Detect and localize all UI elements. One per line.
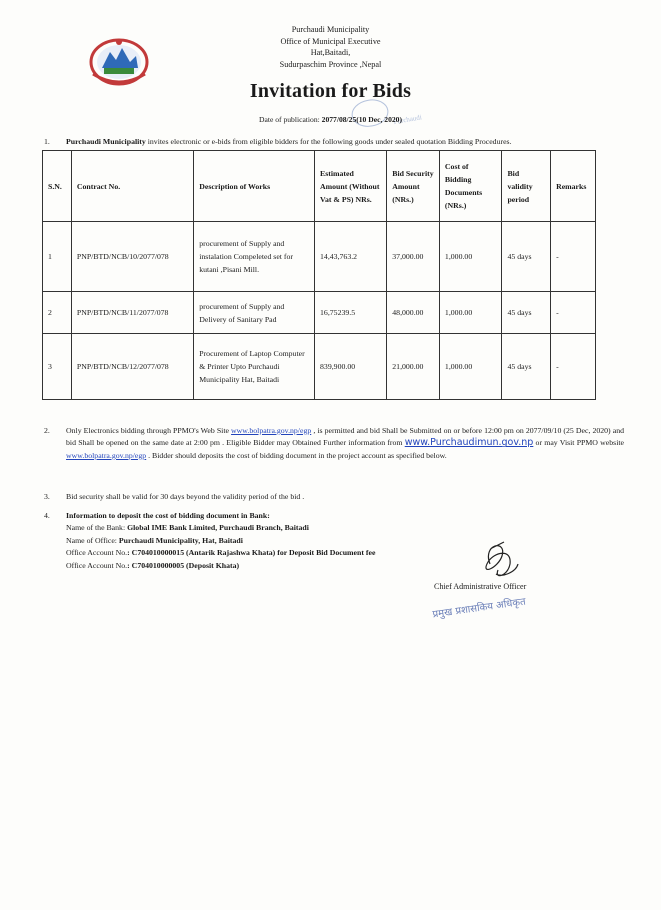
bid-security-paragraph: [44, 491, 624, 503]
header-contract: Contract No.: [71, 151, 193, 222]
cell-estimated: 16,75239.5: [315, 292, 387, 334]
submission-text-part: or may Visit PPMO website: [533, 438, 624, 448]
cell-security: 21,000.00: [387, 334, 440, 400]
header-description: Description of Works: [194, 151, 315, 222]
cell-sn: 2: [43, 292, 72, 334]
account2-value: : C704010000005 (Deposit Khata): [127, 560, 240, 570]
cell-remarks: -: [551, 222, 596, 292]
org-name: Purchaudi Municipality: [66, 137, 146, 146]
cell-sn: 1: [43, 222, 72, 292]
publication-label: Date of publication:: [259, 115, 320, 124]
bid-security-text: Bid security shall be valid for 30 days beyond the validity period of the bid .: [66, 492, 305, 501]
letterhead: [0, 24, 661, 70]
page-title: Invitation for Bids: [249, 80, 412, 102]
submission-text-part: . Bidder should deposits the cost of bidding document in the project account as specified below.: [146, 450, 447, 460]
cell-cost: 1,000.00: [439, 222, 502, 292]
signature-icon: [432, 534, 552, 584]
devanagari-stamp: प्रमुख प्रशासकिय अधिकृत: [431, 596, 527, 621]
cell-cost: 1,000.00: [439, 292, 502, 334]
item-number: 2.: [44, 426, 50, 435]
item-number: 4.: [44, 511, 50, 520]
table-row: [43, 292, 596, 334]
header-security: Bid Security Amount (NRs.): [387, 151, 440, 222]
publication-date: [0, 113, 661, 127]
bank-info-heading: Information to deposit the cost of bidding document in Bank:: [66, 511, 270, 520]
province-name: Sudurpaschim Province ,Nepal: [279, 59, 382, 69]
publication-value: 2077/08/25(10 Dec, 2020): [321, 115, 402, 124]
cell-validity: 45 days: [502, 292, 551, 334]
account1-value: : C704010000015 (Antarik Rajashwa Khata) for Deposit Bid Document fee: [127, 548, 376, 558]
office-address: Hat,Baitadi,: [310, 48, 351, 57]
invitation-text: invites electronic or e-bids from eligible bidders for the following goods under sealed quotation Bidding Procedures.: [145, 137, 512, 146]
cell-estimated: 839,900.00: [315, 334, 387, 400]
header-estimated: Estimated Amount (Without Vat & PS) NRs.: [315, 151, 387, 222]
cell-validity: 45 days: [502, 334, 551, 400]
municipality-website-link[interactable]: www.Purchaudimun.gov.np: [404, 437, 534, 449]
submission-text: [44, 425, 624, 462]
account1-label: Office Account No.: [66, 548, 128, 558]
cell-remarks: -: [551, 334, 596, 400]
office-name: Office of Municipal Executive: [280, 36, 381, 46]
bolpatra-link[interactable]: www.bolpatra.gov.np/egp: [231, 426, 312, 435]
table-row: [43, 334, 596, 400]
stamp-text: Purchaudi: [392, 113, 423, 127]
cell-validity: 45 days: [502, 222, 551, 292]
cell-cost: 1,000.00: [439, 334, 502, 400]
cell-security: 37,000.00: [387, 222, 440, 292]
submission-text-part: Only Electronics bidding through PPMO's Web Site: [66, 426, 232, 435]
header-validity: Bid validity period: [502, 151, 551, 222]
cell-description: procurement of Supply and instalation Compeleted set for kutani ,Pisani Mill.: [194, 222, 315, 292]
cell-contract: PNP/BTD/NCB/10/2077/078: [71, 222, 193, 292]
cell-contract: PNP/BTD/NCB/12/2077/078: [71, 334, 193, 400]
cell-sn: 3: [43, 334, 72, 400]
office-label: Name of Office:: [66, 535, 119, 545]
header-remarks: Remarks: [551, 151, 596, 222]
cell-description: procurement of Supply and Delivery of Sanitary Pad: [194, 292, 315, 334]
chief-admin-title: Chief Administrative Officer: [434, 582, 527, 591]
cell-contract: PNP/BTD/NCB/11/2077/078: [71, 292, 193, 334]
submission-text-part: , is permitted and bid Shall be Submitted on or before 12:00 pm on 2077/09/10 (25 Dec, 2020) and bid Shall be opened on the same date at 2:00 pm . Eligible Bidder may Obtained Further information from: [66, 426, 624, 448]
cell-estimated: 14,43,763.2: [315, 222, 387, 292]
account2-label: Office Account No.: [66, 560, 128, 570]
office-value: Purchaudi Municipality, Hat, Baitadi: [118, 535, 243, 545]
bank-info-section: [44, 510, 444, 572]
bank-value: Global IME Bank Limited, Purchaudi Branch, Baitadi: [127, 523, 309, 533]
table-row: [43, 222, 596, 292]
bids-table: [42, 150, 596, 400]
invitation-paragraph: [44, 137, 624, 146]
cell-description: Procurement of Laptop Computer & Printer Upto Purchaudi Municipality Hat, Baitadi: [194, 334, 315, 400]
header-cost: Cost of Bidding Documents (NRs.): [439, 151, 502, 222]
ppmo-website-link[interactable]: www.bolpatra.gov.np/egp: [66, 450, 147, 460]
cell-remarks: -: [551, 292, 596, 334]
bank-label: Name of the Bank:: [66, 523, 128, 533]
item-number: 1.: [44, 137, 50, 146]
header-sn: S.N.: [43, 151, 72, 222]
item-number: 3.: [44, 492, 50, 501]
table-header-row: [43, 151, 596, 222]
submission-paragraph: [44, 425, 624, 462]
municipality-name: Purchaudi Municipality: [291, 25, 370, 34]
cell-security: 48,000.00: [387, 292, 440, 334]
